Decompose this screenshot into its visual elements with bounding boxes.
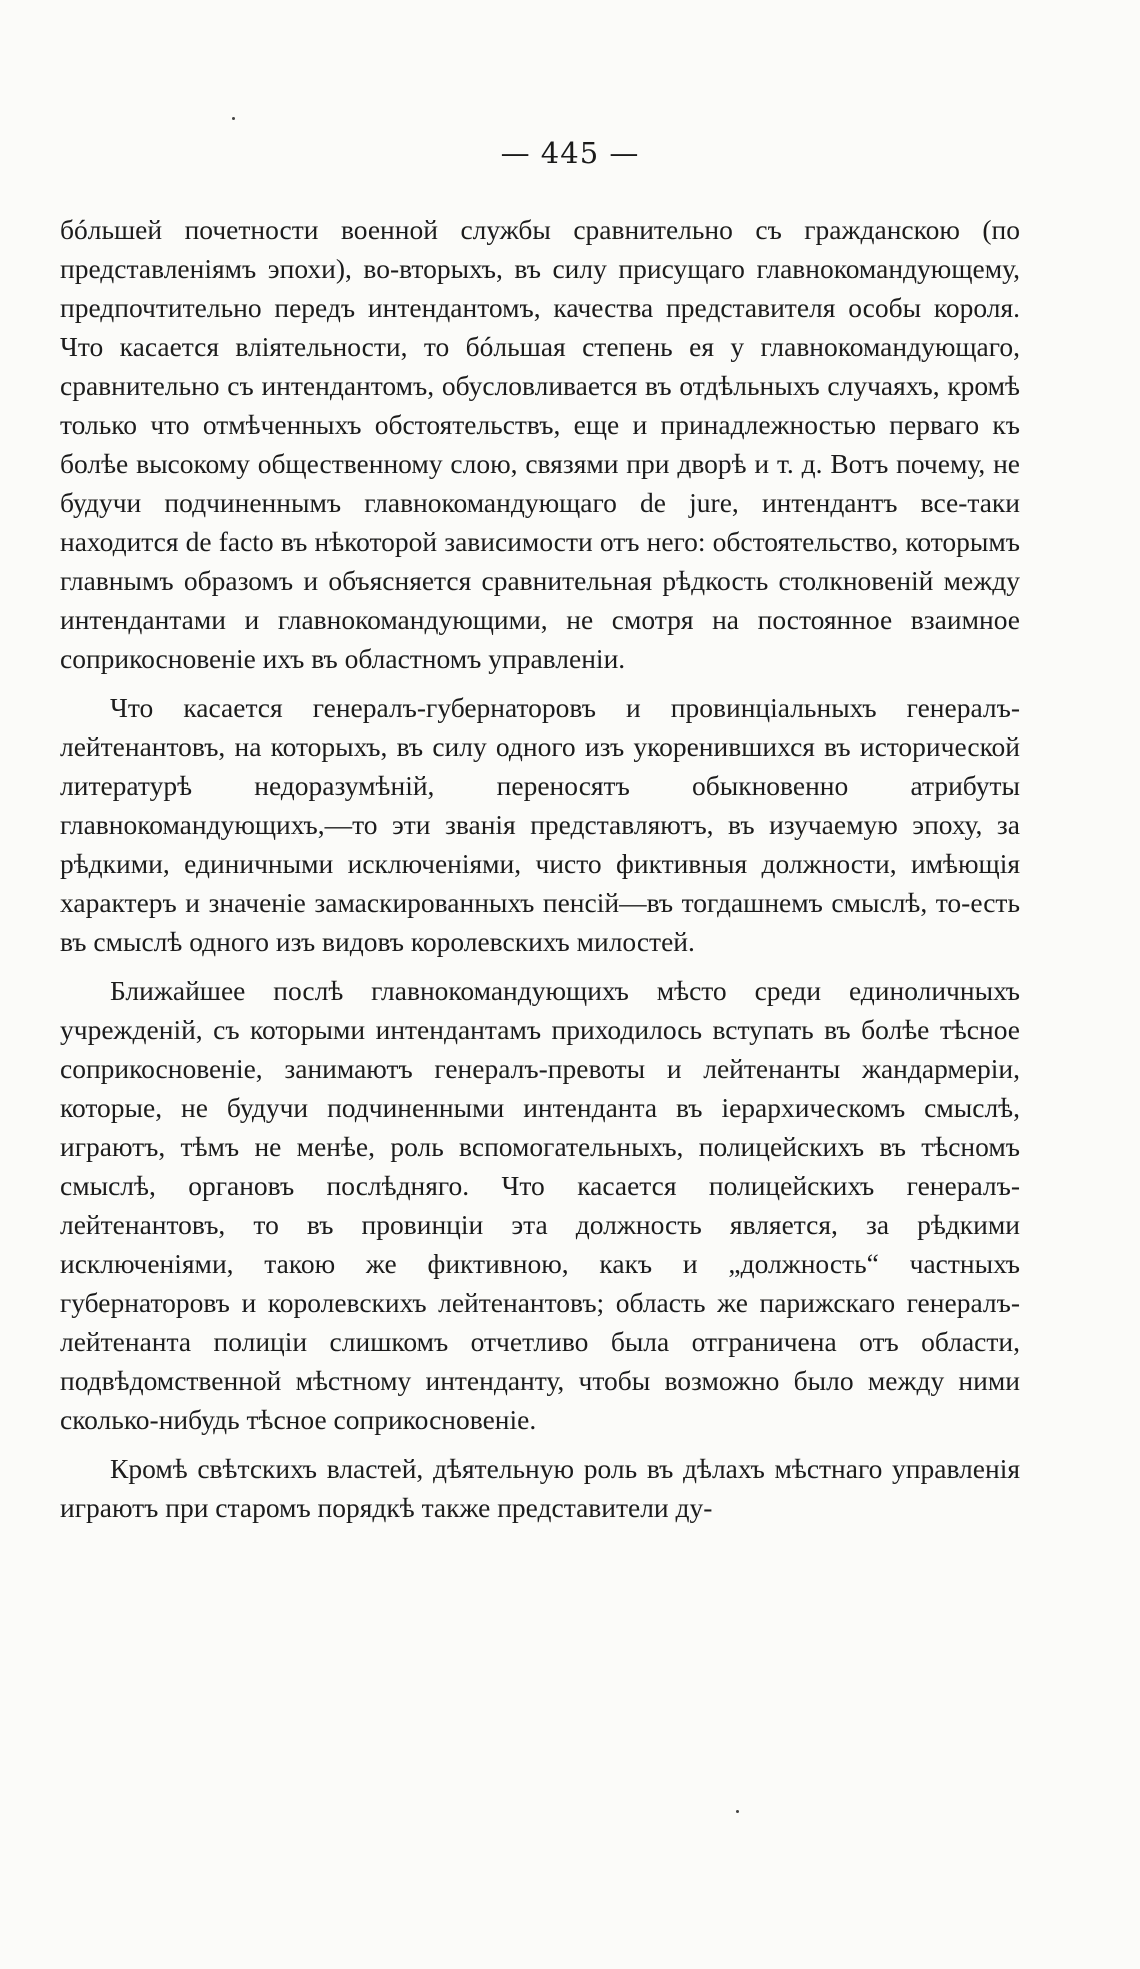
print-speck bbox=[736, 1810, 739, 1813]
body-text bbox=[60, 210, 1020, 1537]
paragraph-clergy: Кромѣ свѣтскихъ властей, дѣятельную роль въ дѣлахъ мѣстнаго управленія играютъ при старомъ порядкѣ также представители ду- bbox=[60, 1453, 1020, 1523]
paragraph-provosts: Ближайшее послѣ главнокомандующихъ мѣсто среди единоличныхъ учрежденій, съ которыми интендантамъ приходилось вступать въ болѣе тѣсное соприкосновеніе, занимаютъ генералъ-превоты и лейтенанты жандармеріи, которые, не будучи подчиненными интенданта въ іерархическомъ смыслѣ, играютъ, тѣмъ не менѣе, роль вспомогательныхъ, полицейскихъ въ тѣсномъ смыслѣ, органовъ послѣдняго. Что касается полицейскихъ генералъ-лейтенантовъ, то въ провинціи эта должность является, за рѣдкими исключеніями, такою же фиктивною, какъ и „должность“ частныхъ губернаторовъ и королевскихъ лейтенантовъ; область же парижскаго генералъ-лейтенанта полиціи слишкомъ отчетливо была отграничена отъ области, подвѣдомственной мѣстному интенданту, чтобы возможно было между ними сколько-нибудь тѣсное соприкосновеніе. bbox=[60, 975, 1020, 1435]
print-speck bbox=[232, 117, 235, 120]
page-number: — 445 — bbox=[500, 136, 640, 170]
paragraph-continuation: бóльшей почетности военной службы сравнительно съ гражданскою (по представленіямъ эпохи), во-вторыхъ, въ силу присущаго главнокомандующему, предпочтительно передъ интендантомъ, качества представителя особы короля. Что касается вліятельности, то бóльшая степень ея у главнокомандующаго, сравнительно съ интендантомъ, обусловливается въ отдѣльныхъ случаяхъ, кромѣ только что отмѣченныхъ обстоятельствъ, еще и принадлежностью перваго къ болѣе высокому общественному слою, связями при дворѣ и т. д. Вотъ почему, не будучи подчиненнымъ главнокомандующаго de jure, интендантъ все-таки находится de facto въ нѣкоторой зависимости отъ него: обстоятельство, которымъ главнымъ образомъ и объясняется сравнительная рѣдкость столкновеній между интендантами и главнокомандующими, не смотря на постоянное взаимное соприкосновеніе ихъ въ областномъ управленіи. bbox=[60, 214, 1020, 674]
paragraph-governors: Что касается генералъ-губернаторовъ и провинціальныхъ генералъ-лейтенантовъ, на которыхъ, въ силу одного изъ укоренившихся въ исторической литературѣ недоразумѣній, переносятъ обыкновенно атрибуты главнокомандующихъ,—то эти званія представляютъ, въ изучаемую эпоху, за рѣдкими, единичными исключеніями, чисто фиктивныя должности, имѣющія характеръ и значеніе замаскированныхъ пенсій—въ тогдашнемъ смыслѣ, то-есть въ смыслѣ одного изъ видовъ королевскихъ милостей. bbox=[60, 692, 1020, 957]
